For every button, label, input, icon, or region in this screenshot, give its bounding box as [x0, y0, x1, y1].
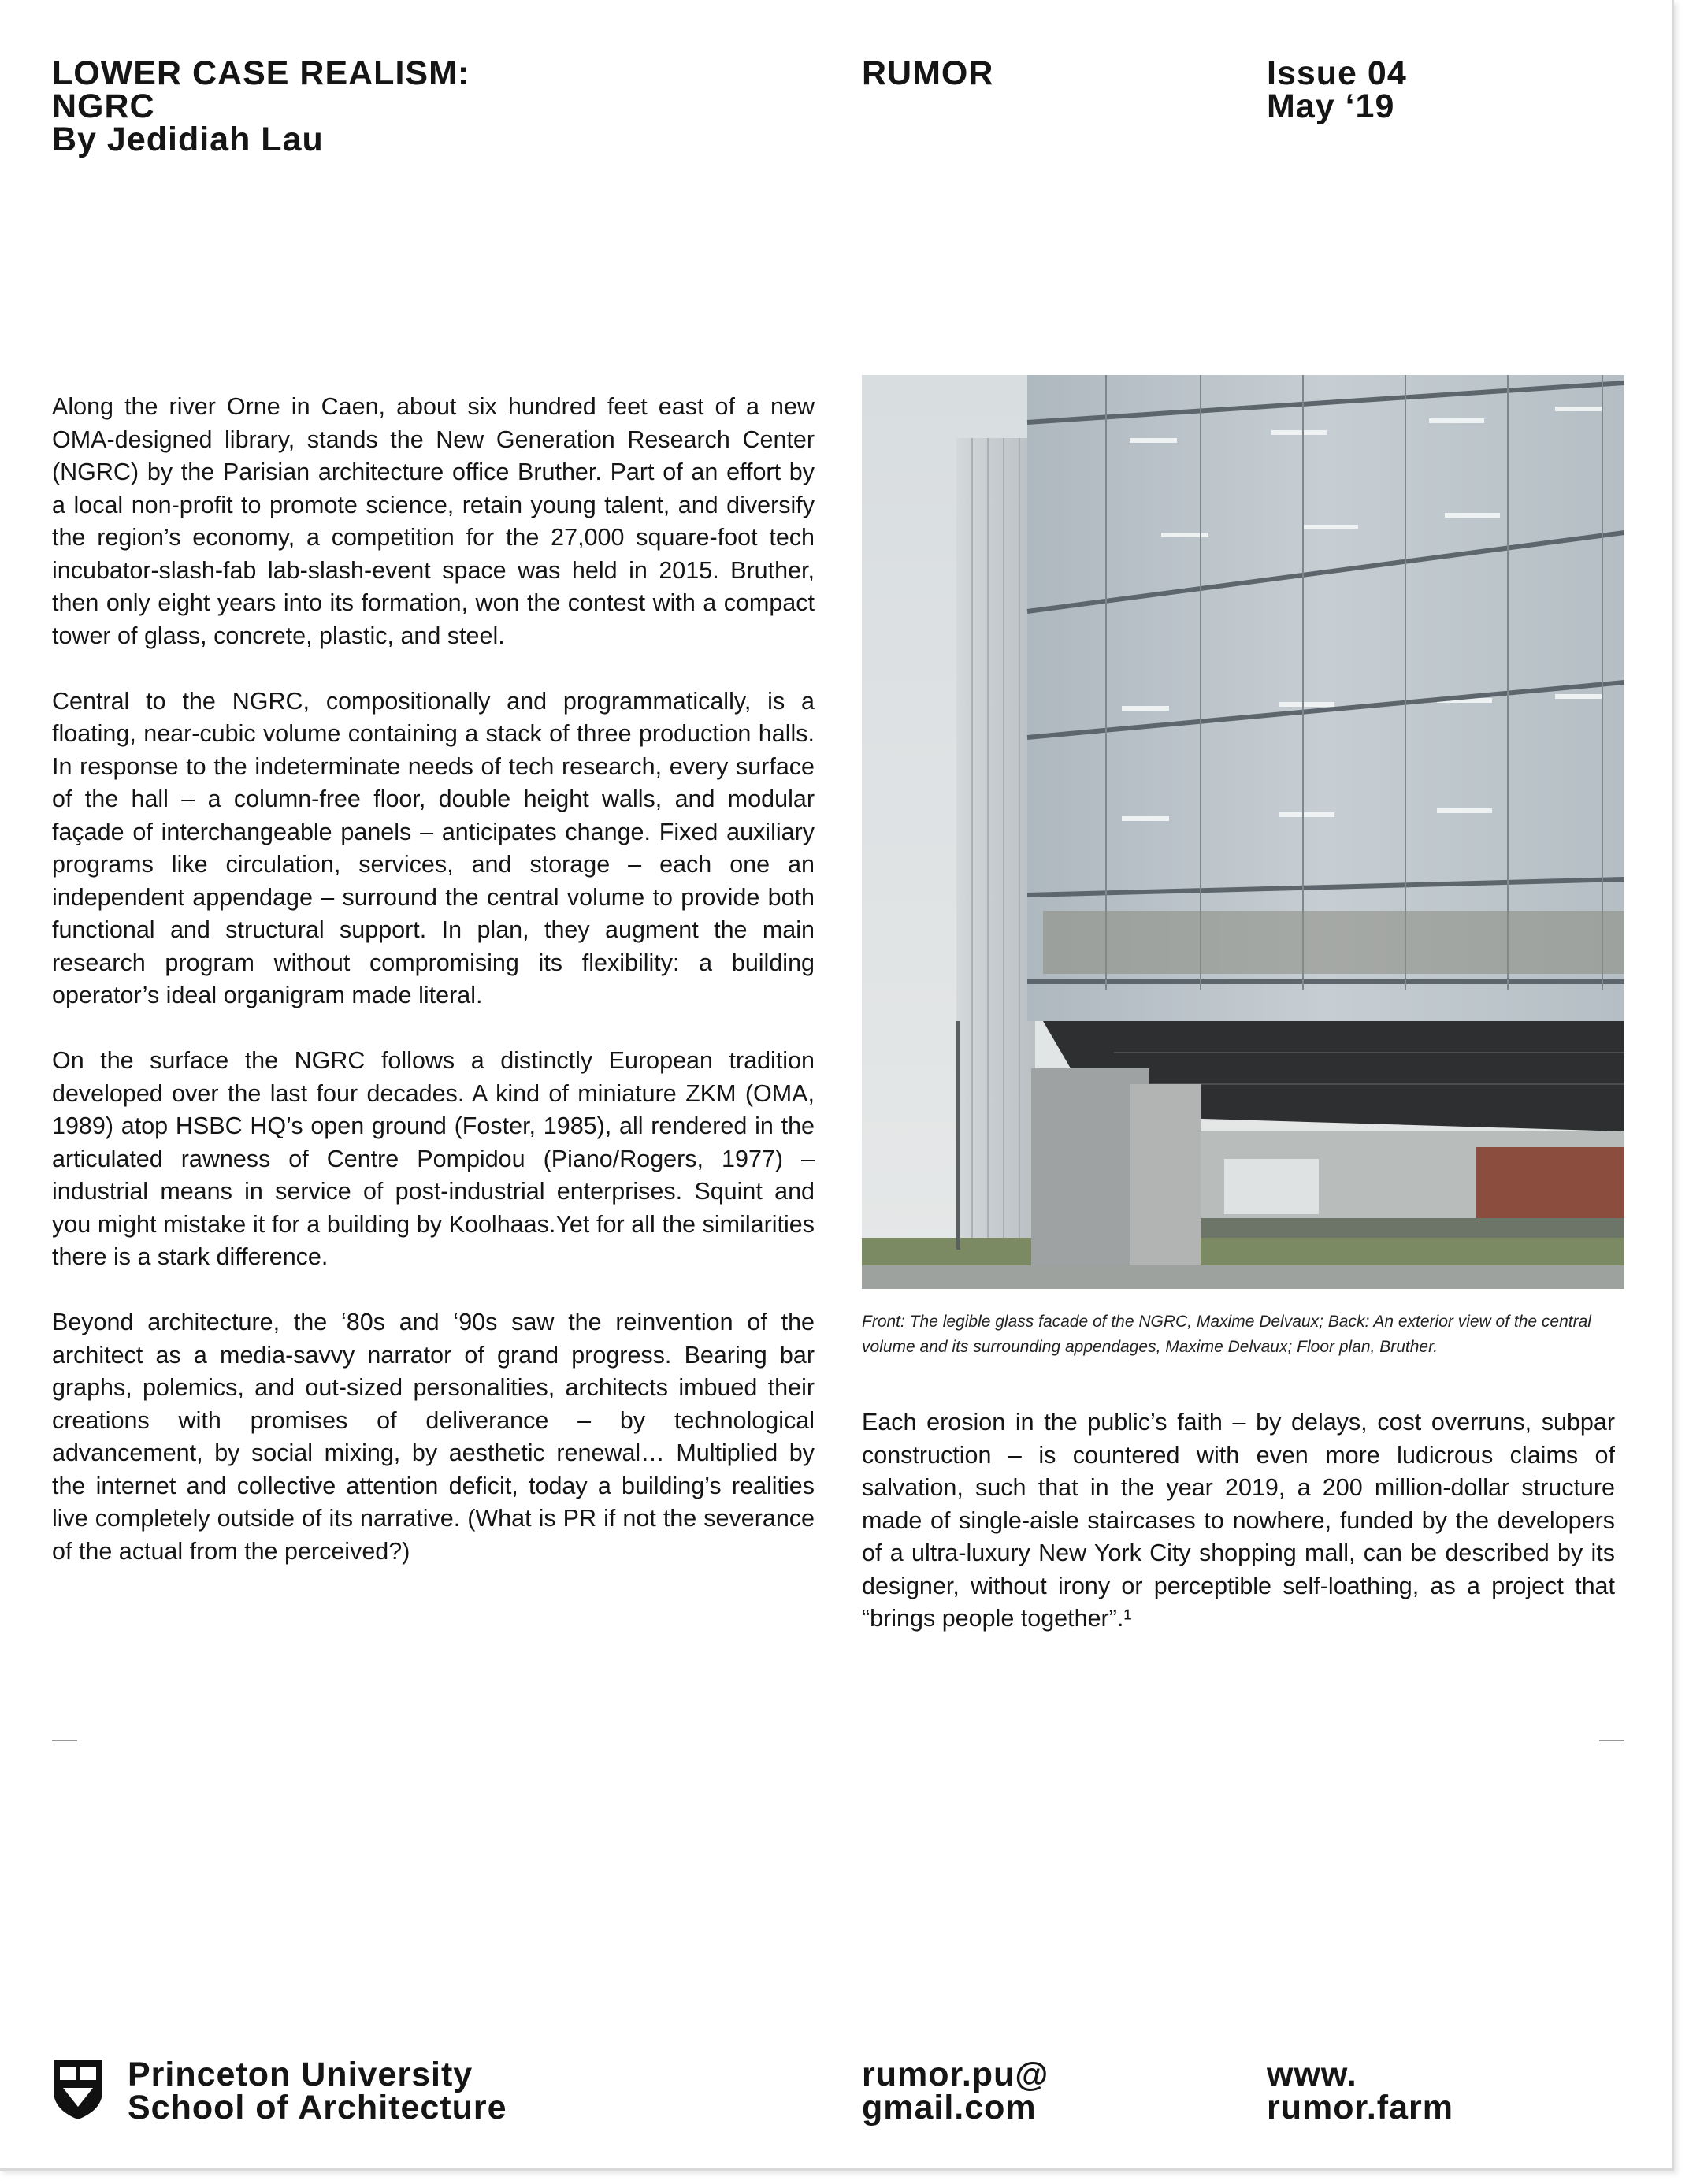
web-line2: rumor.farm	[1267, 2089, 1454, 2126]
contact-email[interactable]	[862, 2058, 1049, 2124]
article-title: LOWER CASE REALISM:	[52, 54, 470, 92]
issue-date: May ‘19	[1267, 87, 1395, 125]
issue-info	[1267, 54, 1407, 125]
princeton-shield-icon	[52, 2056, 104, 2121]
university-name	[128, 2058, 507, 2124]
divider-right	[1599, 1740, 1624, 1741]
article-title-block	[52, 54, 470, 158]
body-right-column	[862, 1406, 1615, 1668]
paragraph: On the surface the NGRC follows a distinctly European tradition developed over the last four decades. A kind of miniature ZKM (OMA, 1989) atop HSBC HQ’s open ground (Foster, 1985), all rendered in the articulated rawness of Centre Pompidou (Piano/Rogers, 1977) – industrial means in service of post-industrial enterprises. Squint and you might mistake it for a building by Koolhaas.Yet for all the similarities there is a stark difference.	[52, 1047, 815, 1270]
paragraph: Central to the NGRC, compositionally and programmatically, is a floating, near-cubic volume containing a stack of three production halls. In response to the indeterminate needs of tech research, every surface of the hall – a column-free floor, double height walls, and modular façade of interchangeable panels – anticipates change. Fixed auxiliary programs like circulation, services, and storage – each one an independent appendage – surround the central volume to provide both functional and structural support. In plan, they augment the main research program without compromising its flexibility: a building operator’s ideal organigram made literal.	[52, 687, 815, 1008]
email-line1: rumor.pu@	[862, 2056, 1049, 2093]
divider-left	[52, 1740, 77, 1741]
article-subtitle: NGRC	[52, 87, 155, 125]
magazine-title: RUMOR	[862, 54, 994, 92]
byline: By Jedidiah Lau	[52, 121, 324, 158]
building-photo-illustration	[862, 375, 1624, 1289]
university-line2: School of Architecture	[128, 2089, 507, 2126]
magazine-name	[862, 54, 994, 92]
university-line1: Princeton University	[128, 2056, 473, 2093]
paragraph: Along the river Orne in Caen, about six hundred feet east of a new OMA-designed library, stands the New Generation Research Center (NGRC) by the Parisian architecture office Bruther. Part of an effort by a local non-profit to promote science, retain young talent, and diversify the region’s economy, a competition for the 27,000 square-foot tech incubator-slash-fab lab-slash-event space was held in 2015. Bruther, then only eight years into its formation, won the contest with a compact tower of glass, concrete, plastic, and steel.	[52, 393, 815, 649]
website-link[interactable]	[1267, 2058, 1453, 2124]
paragraph: Each erosion in the public’s faith – by delays, cost overruns, subpar construction – is countered with even more ludicrous claims of salvation, such that in the year 2019, a 200 million-dollar structure made of single-aisle staircases to nowhere, funded by the developers of a ultra-luxury New York City shopping mall, can be described by its designer, without irony or perceptible self-loathing, as a project that “brings people together”.¹	[862, 1409, 1615, 1632]
email-line2: gmail.com	[862, 2089, 1037, 2126]
photo-caption: Front: The legible glass facade of the NGRC, Maxime Delvaux; Back: An exterior view of the central volume and its surrounding appendages, Maxime Delvaux; Floor plan, Bruther.	[862, 1313, 1591, 1356]
web-line1: www.	[1267, 2056, 1357, 2093]
issue-number: Issue 04	[1267, 54, 1407, 92]
building-photo	[862, 375, 1624, 1289]
paragraph: Beyond architecture, the ‘80s and ‘90s saw the reinvention of the architect as a media-savvy narrator of grand progress. Bearing bar graphs, polemics, and out-sized personalities, architects imbued their creations with promises of deliverance – by technological advancement, by social mixing, by aesthetic renewal… Multiplied by the internet and collective attention deficit, today a building’s realities live completely outside of its narrative. (What is PR if not the severance of the actual from the perceived?)	[52, 1309, 815, 1565]
body-left-column	[52, 391, 815, 1601]
